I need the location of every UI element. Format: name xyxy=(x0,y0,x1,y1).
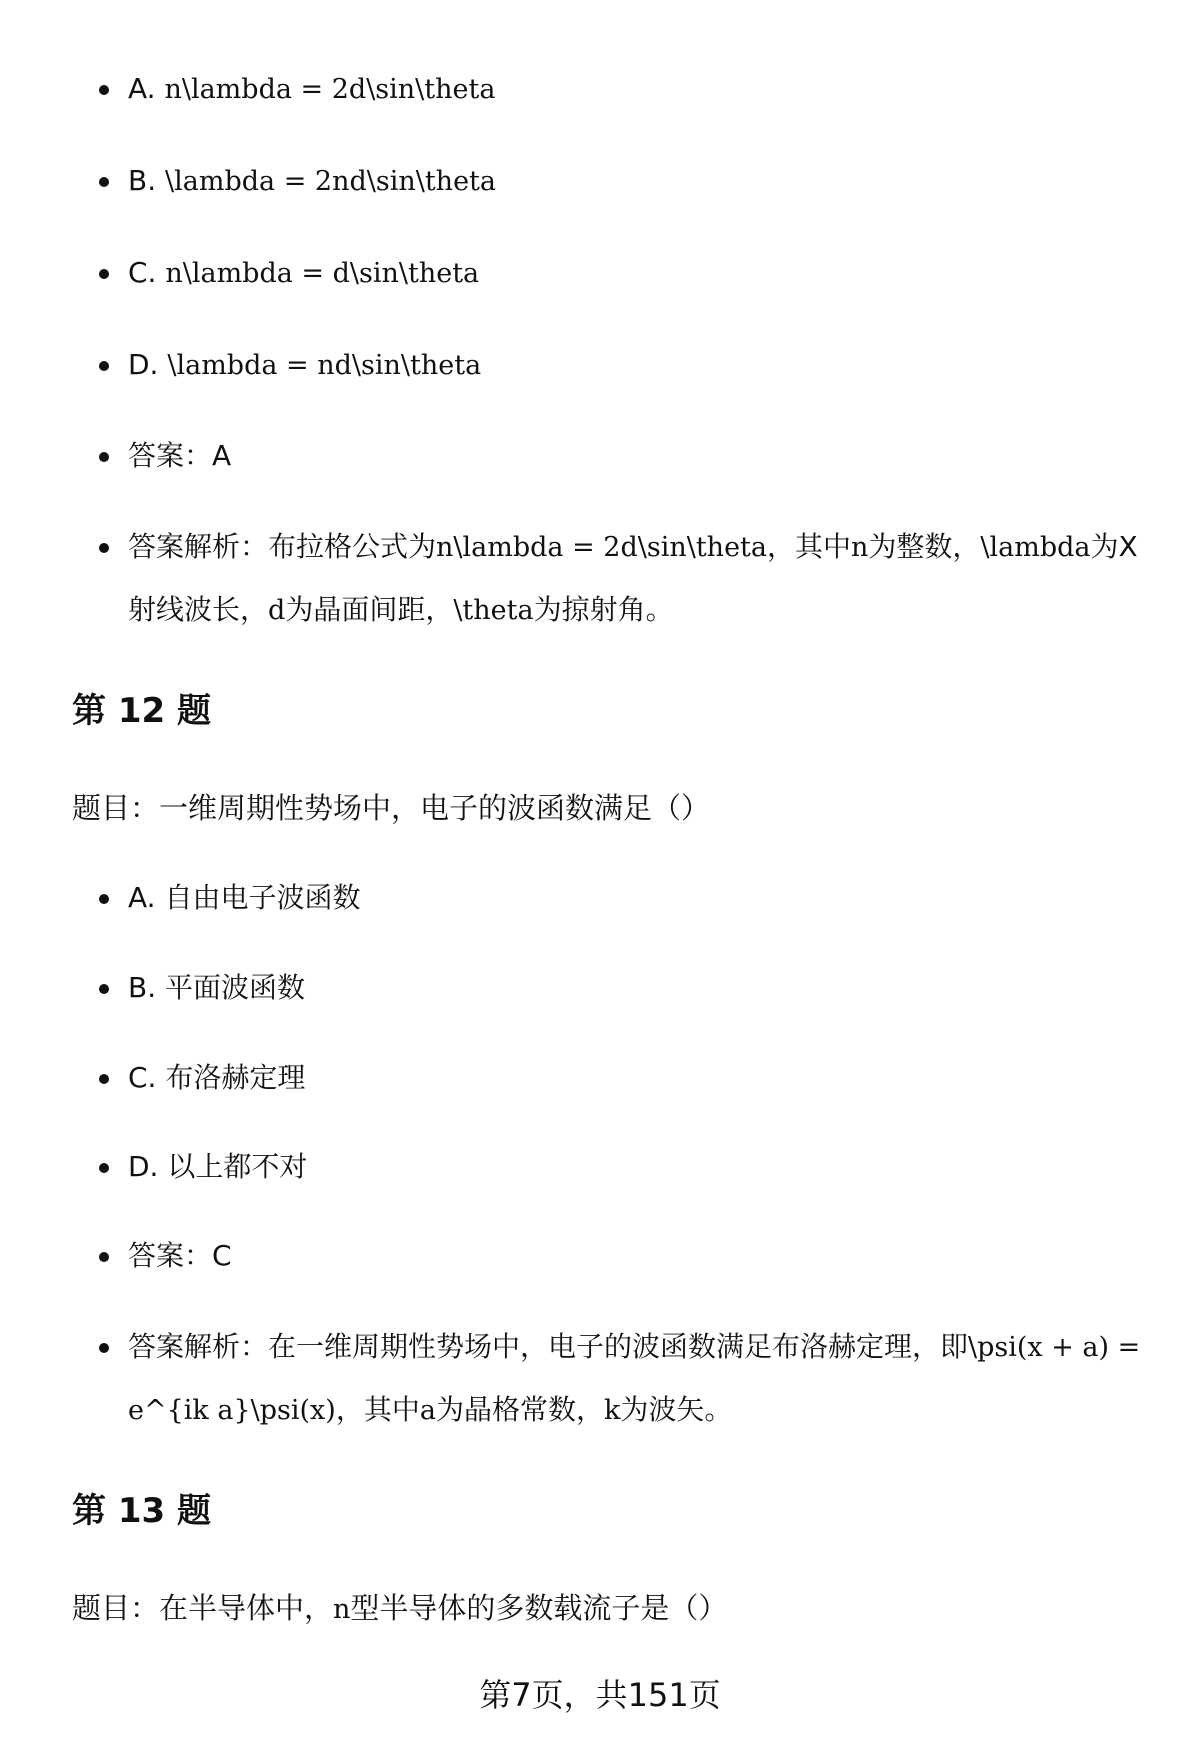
explanation-text: ，其中 xyxy=(335,1393,420,1426)
q11-option-b xyxy=(128,150,1160,213)
explanation-text: 为掠射角。 xyxy=(533,593,674,626)
q13-question xyxy=(72,1583,727,1635)
question-text: 型半导体的多数载流子是（） xyxy=(350,1591,728,1625)
explanation-text: 为整数， xyxy=(868,530,981,563)
q13-heading: 第 13 题 xyxy=(72,1491,211,1531)
q12-question: 题目：一维周期性势场中，电子的波函数满足（） xyxy=(72,791,711,825)
explanation-text: 答案解析：在一维周期性势场中，电子的波函数满足布洛赫定理，即 xyxy=(128,1330,969,1363)
option-label: A. xyxy=(128,72,156,105)
question-text: 题目：在半导体中， xyxy=(72,1591,334,1625)
option-label: B. xyxy=(128,164,157,197)
q12-option-a: A. 自由电子波函数 xyxy=(128,867,1160,929)
explanation-text: 为波矢。 xyxy=(620,1393,733,1426)
question-symbol: n xyxy=(333,1594,351,1625)
explanation-symbol: \lambda xyxy=(980,532,1091,563)
q12-explanation xyxy=(128,1316,1160,1442)
q11-answer: 答案：A xyxy=(128,425,1160,487)
explanation-symbol: d xyxy=(268,595,286,626)
q11-option-d xyxy=(128,334,1160,397)
option-formula: n\lambda = d\sin\theta xyxy=(165,258,480,289)
explanation-symbol: k xyxy=(603,1395,621,1426)
q12-option-d: D. 以上都不对 xyxy=(128,1136,1160,1198)
explanation-text: 为晶格常数， xyxy=(435,1393,604,1426)
option-label: D. xyxy=(128,348,159,381)
option-formula: \lambda = nd\sin\theta xyxy=(167,350,482,381)
explanation-formula: \psi(x + a) = e^{ik a}\psi(x) xyxy=(128,1332,1141,1426)
q12-heading: 第 12 题 xyxy=(72,691,211,731)
q12-option-b: B. 平面波函数 xyxy=(128,957,1160,1019)
option-formula: \lambda = 2nd\sin\theta xyxy=(165,166,496,197)
q11-option-a xyxy=(128,58,1160,121)
explanation-symbol: \theta xyxy=(453,595,534,626)
q12-option-c: C. 布洛赫定理 xyxy=(128,1047,1160,1109)
explanation-text: 为X射线波长， xyxy=(128,530,1138,626)
explanation-symbol: a xyxy=(419,1395,436,1426)
explanation-symbol: n xyxy=(851,532,869,563)
q11-explanation xyxy=(128,516,1160,642)
q11-option-c xyxy=(128,242,1160,305)
q12-answer: 答案：C xyxy=(128,1225,1160,1287)
option-formula: n\lambda = 2d\sin\theta xyxy=(164,74,496,105)
option-label: C. xyxy=(128,256,157,289)
explanation-formula: n\lambda = 2d\sin\theta xyxy=(436,532,767,563)
explanation-text: 为晶面间距， xyxy=(285,593,454,626)
explanation-text: 答案解析：布拉格公式为 xyxy=(128,530,437,563)
page-footer: 第7页，共151页 xyxy=(479,1676,721,1714)
explanation-text: ，其中 xyxy=(767,530,852,563)
